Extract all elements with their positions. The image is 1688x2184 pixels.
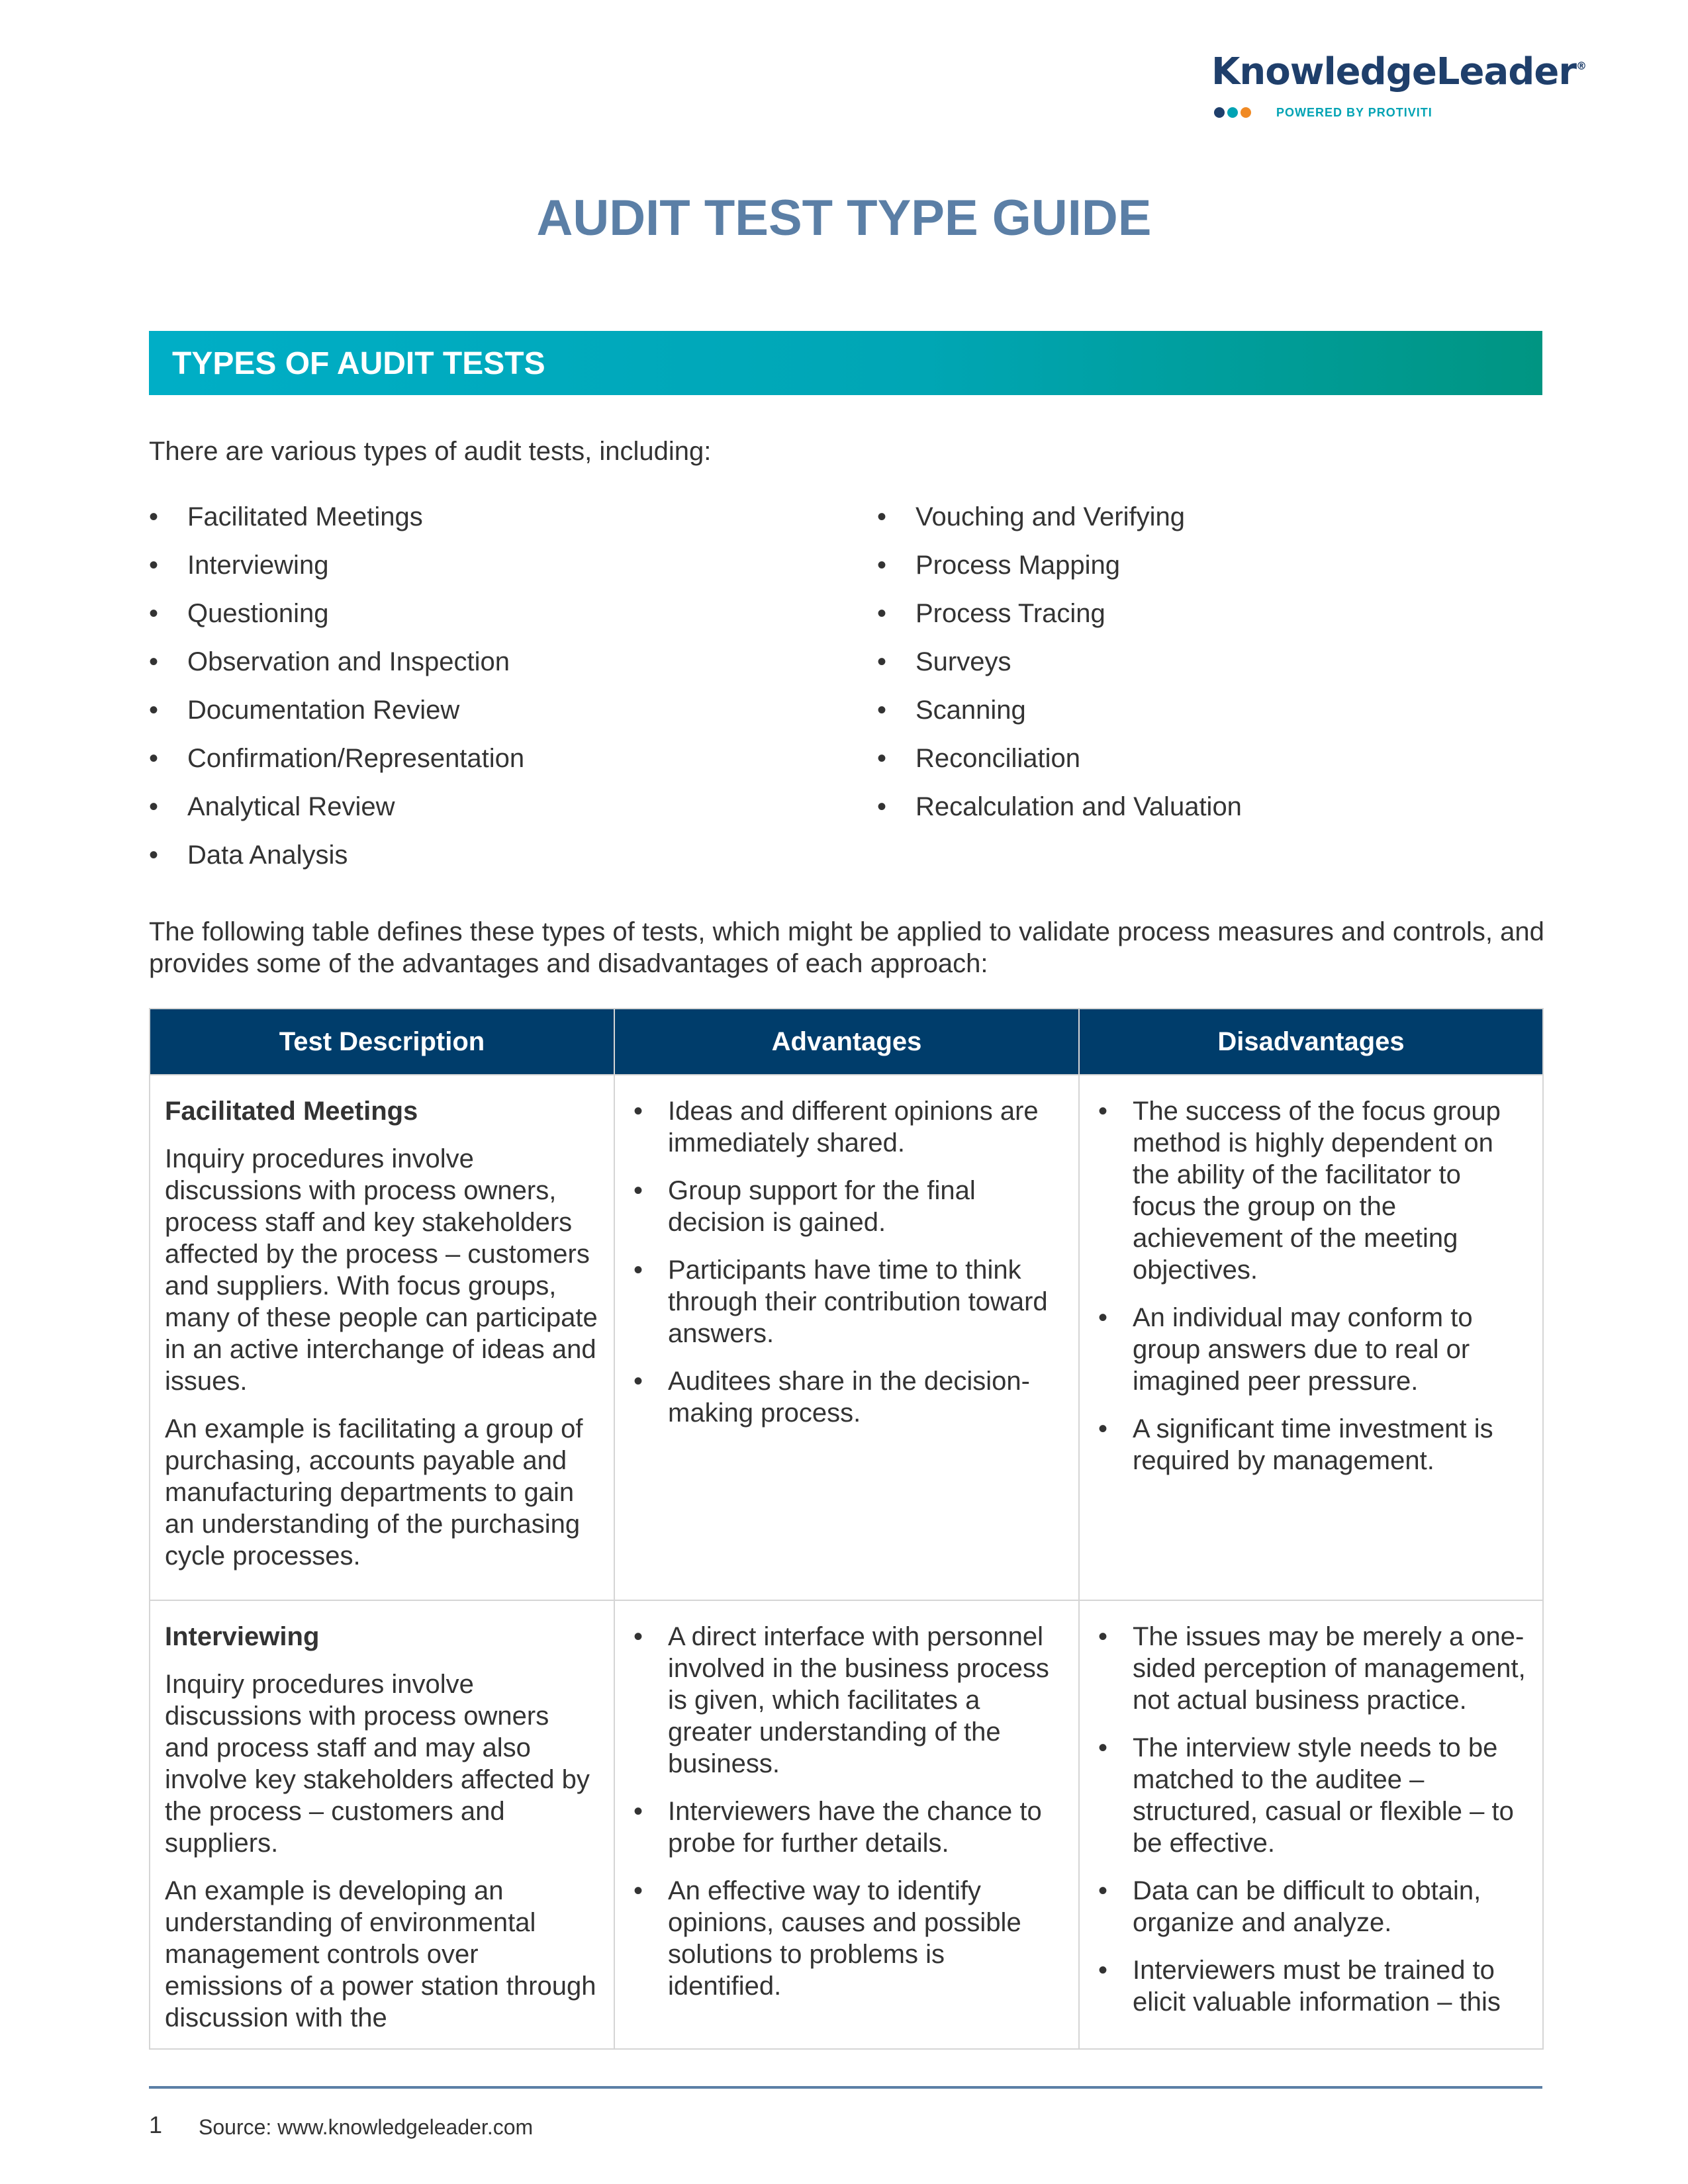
list-item: • Documentation Review [149,695,524,743]
table-row [150,1600,1543,2049]
list-item: • Ideas and different opinions are immediately shared. [630,1095,1064,1159]
row-title: Interviewing [165,1622,320,1651]
test-types-list-right [877,502,1242,840]
description-paragraph: An example is facilitating a group of purchasing, accounts payable and manufacturing departments to gain an understanding of the purchasing cycle processes. [165,1414,583,1570]
list-item: • A significant time investment is required by management. [1094,1413,1528,1477]
list-item: • Confirmation/Representation [149,743,524,792]
list-item: • Auditees share in the decision-making process. [630,1365,1064,1429]
description-cell [150,1075,614,1600]
list-item: • Vouching and Verifying [877,502,1242,550]
page-number: 1 [149,2111,163,2138]
list-item: • An individual may conform to group answers due to real or imagined peer pressure. [1094,1302,1528,1397]
disadvantages-cell [1079,1075,1543,1600]
description-paragraph: Inquiry procedures involve discussions with process owners, process staff and key stakeholders affected by the process – customers and suppliers. With focus groups, many of these people can participate in an active interchange of ideas and issues. [165,1144,598,1396]
footer-divider [149,2086,1542,2089]
list-item: • Interviewers must be trained to elicit valuable information – this [1094,1954,1528,2018]
logo-wordmark: KnowledgeLeader® [1211,50,1586,93]
list-item: • The issues may be merely a one-sided perception of management, not actual business practice. [1094,1621,1528,1716]
row-title: Facilitated Meetings [165,1097,418,1126]
list-item: • The interview style needs to be matched to the auditee – structured, casual or flexible – to be effective. [1094,1732,1528,1859]
list-item: • Surveys [877,647,1242,695]
list-item: • Interviewers have the chance to probe for further details. [630,1796,1064,1859]
list-item: • Questioning [149,598,524,647]
list-item: • Data can be difficult to obtain, organize and analyze. [1094,1875,1528,1938]
description-paragraph: An example is developing an understanding of environmental management controls over emissions of a power station through discussion with the [165,1876,596,2032]
list-item: • A direct interface with personnel involved in the business process is given, which facilitates a greater understanding of the business. [630,1621,1064,1780]
list-item: • Analytical Review [149,792,524,840]
list-item: • Group support for the final decision is gained. [630,1175,1064,1238]
section-banner [149,331,1542,395]
description-paragraph: Inquiry procedures involve discussions with process owners and process staff and may also involve key stakeholders affected by the process – customers and suppliers. [165,1670,590,1858]
disadvantages-cell [1079,1600,1543,2049]
page-title: AUDIT TEST TYPE GUIDE [536,190,1152,246]
test-types-list-left [149,502,524,888]
source-line: Source: www.knowledgeleader.com [199,2115,534,2139]
audit-test-table [149,1008,1544,2050]
list-item: • An effective way to identify opinions, causes and possible solutions to problems is identified. [630,1875,1064,2002]
list-item: • Recalculation and Valuation [877,792,1242,840]
list-item: • Scanning [877,695,1242,743]
list-item: • Facilitated Meetings [149,502,524,550]
logo-dots-icon [1214,107,1254,121]
list-item: • Observation and Inspection [149,647,524,695]
list-item: • Process Tracing [877,598,1242,647]
advantages-cell [614,1075,1079,1600]
section-title: TYPES OF AUDIT TESTS [172,346,545,381]
logo-tagline: POWERED BY PROTIVITI [1276,106,1432,119]
list-item: • Participants have time to think through their contribution toward answers. [630,1254,1064,1349]
advantages-cell [614,1600,1079,2049]
list-item: • Reconciliation [877,743,1242,792]
header-disadvantages: Disadvantages [1079,1009,1543,1075]
list-item: • Process Mapping [877,550,1242,598]
list-item: • The success of the focus group method is highly dependent on the ability of the facilitator to focus the group on the achievement of the meeting objectives. [1094,1095,1528,1286]
list-item: • Interviewing [149,550,524,598]
intro-text: There are various types of audit tests, including: [149,437,712,466]
table-intro-text: The following table defines these types of tests, which might be applied to validate process measures and controls, and provides some of the advantages and disadvantages of each approach: [149,917,1544,978]
table-row [150,1075,1543,1600]
description-cell [150,1600,614,2049]
table-header-row [150,1009,1543,1075]
header-advantages: Advantages [614,1009,1079,1075]
header-test-description: Test Description [150,1009,614,1075]
list-item: • Data Analysis [149,840,524,888]
knowledgeleader-logo [1211,50,1586,130]
